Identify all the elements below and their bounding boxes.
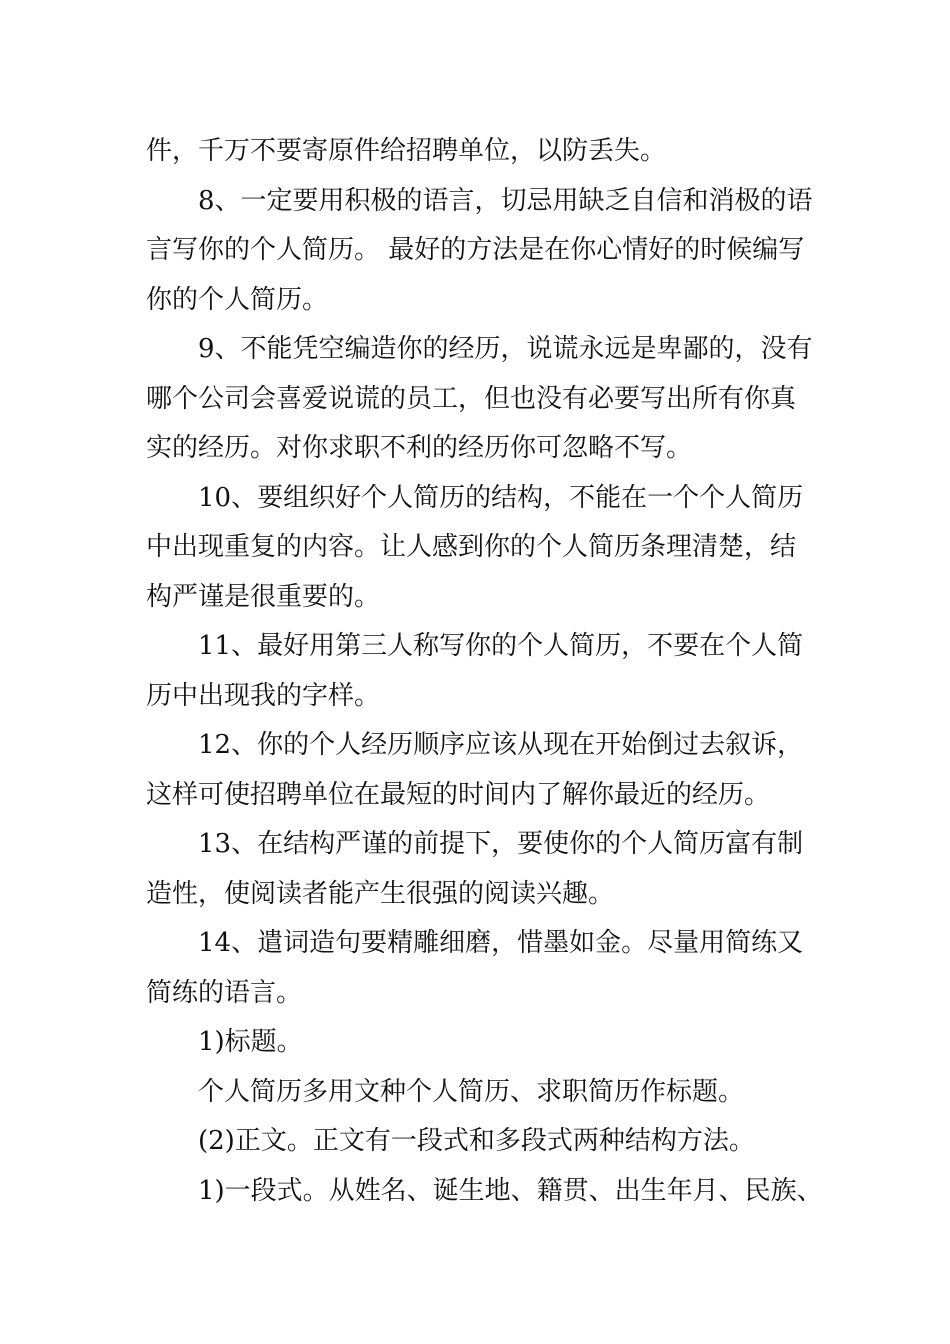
text-line: 11、最好用第三人称写你的个人简历，不要在个人简 [198,631,804,661]
text-line: 1)一段式。从姓名、诞生地、籍贯、出生年月、民族、 [198,1175,823,1206]
text-line: 14、遣词造句要精雕细磨，惜墨如金。尽量用简练又 [198,928,804,958]
text-line: 这样可使招聘单位在最短的时间内了解你最近的经历。 [146,779,771,810]
text-line: 8、一定要用积极的语言，切忌用缺乏自信和消极的语 [198,185,813,216]
text-line: 中出现重复的内容。让人感到你的个人简历条理清楚，结 [146,532,797,562]
text-line: 哪个公司会喜爱说谎的员工，但也没有必要写出所有你真 [146,383,797,414]
text-line: 10、要组织好个人简历的结构，不能在一个个人简历 [198,482,804,513]
text-line: 言写你的个人简历。 最好的方法是在你心情好的时候编写 [146,235,805,265]
text-line: 1)标题。 [198,1027,303,1057]
document-body [146,127,836,1216]
text-line: 9、不能凭空编造你的经历，说谎永远是卑鄙的，没有 [198,334,813,364]
text-line: 你的个人简历。 [146,284,329,315]
text-line: 个人简历多用文种个人简历、求职简历作标题。 [198,1076,745,1107]
text-line: 构严谨是很重要的。 [146,581,381,612]
text-line: 实的经历。对你求职不利的经历你可忽略不写。 [146,433,693,463]
text-line: (2)正文。正文有一段式和多段式两种结构方法。 [198,1126,755,1156]
text-line: 件，千万不要寄原件给招聘单位，以防丢失。 [146,136,667,166]
text-line: 造性，使阅读者能产生很强的阅读兴趣。 [146,878,615,909]
text-line: 历中出现我的字样。 [146,680,381,711]
text-line: 12、你的个人经历顺序应该从现在开始倒过去叙诉， [198,730,804,760]
text-line: 13、在结构严谨的前提下，要使你的个人简历富有制 [198,829,804,859]
text-line: 简练的语言。 [146,977,303,1008]
